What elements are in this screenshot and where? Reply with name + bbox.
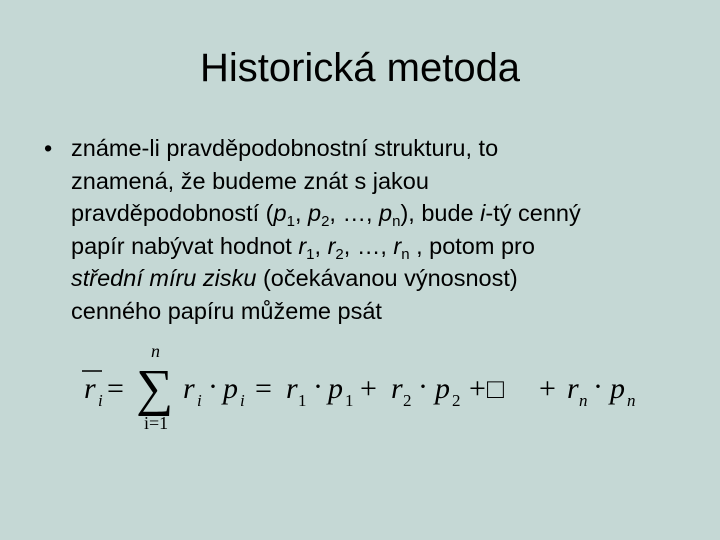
formula-sub: n (627, 391, 636, 410)
text-fragment: , potom pro (409, 232, 535, 259)
text-fragment: papír nabývat hodnot (71, 232, 299, 259)
comma: , (380, 232, 394, 259)
text-fragment: -tý cenný (485, 200, 581, 226)
sum-upper-limit: n (151, 341, 160, 361)
comma: , (314, 232, 328, 259)
formula-dot: · (593, 370, 603, 403)
var-r: r (298, 232, 307, 259)
formula-dot: · (418, 370, 428, 403)
subscript: 2 (321, 213, 330, 230)
formula-sub: i (98, 391, 103, 410)
comma: , (329, 200, 343, 226)
var-r: r (327, 232, 336, 259)
formula-r: r (567, 372, 579, 405)
formula-sub: 2 (403, 391, 412, 410)
ellipsis: … (356, 232, 381, 259)
formula-sub: i (197, 391, 202, 410)
subscript: n (392, 213, 401, 230)
formula-p: p (610, 372, 625, 405)
formula-sub: 2 (452, 391, 461, 410)
formula-dot: · (208, 370, 218, 403)
formula-sub: 1 (298, 391, 307, 410)
text-fragment: pravděpodobností ( (71, 200, 274, 226)
formula-sub: n (579, 391, 588, 410)
subscript: 1 (286, 213, 295, 230)
formula-r: r (391, 372, 403, 405)
body-line-1: známe-li pravděpodobnostní strukturu, to (71, 135, 499, 161)
sum-symbol: ∑ (136, 360, 174, 417)
formula-r: r (286, 372, 298, 405)
subscript: 2 (335, 245, 344, 263)
var-p: p (273, 200, 287, 226)
comma: , (294, 200, 308, 226)
var-p: p (379, 200, 393, 226)
missing-glyph: □ (487, 374, 504, 405)
bullet-marker: • (44, 135, 53, 161)
text-fragment: (očekávanou výnosnost) (256, 265, 518, 291)
emphasis: střední míru zisku (71, 265, 257, 291)
formula-equals: = (255, 372, 272, 405)
comma: , (343, 232, 357, 259)
formula-dot: · (313, 370, 323, 403)
formula-r-bar: r (84, 372, 96, 405)
var-p: p (308, 200, 322, 226)
comma: , (365, 200, 380, 226)
slide-title: Historická metoda (199, 46, 521, 90)
text-fragment: ), bude (400, 200, 481, 226)
formula-sub: 1 (345, 391, 354, 410)
body-line-2: znamená, že budeme znát s jakou (71, 167, 429, 194)
var-r: r (393, 232, 402, 259)
formula-p: p (328, 372, 343, 405)
formula-plus: + (539, 372, 556, 405)
formula-equals: = (107, 372, 124, 405)
formula-p: p (435, 372, 450, 405)
formula-plus: + (360, 372, 377, 405)
body-line-6: cenného papíru můžeme psát (71, 297, 382, 324)
ellipsis: … (342, 200, 366, 226)
formula-p: p (223, 372, 238, 405)
formula-sub: i (240, 391, 245, 410)
sum-lower-limit: i=1 (144, 413, 169, 433)
formula-plus: + (469, 372, 486, 405)
var-i: i (480, 200, 486, 226)
subscript: 1 (306, 245, 315, 263)
subscript: n (401, 245, 410, 263)
formula-r: r (183, 372, 195, 405)
